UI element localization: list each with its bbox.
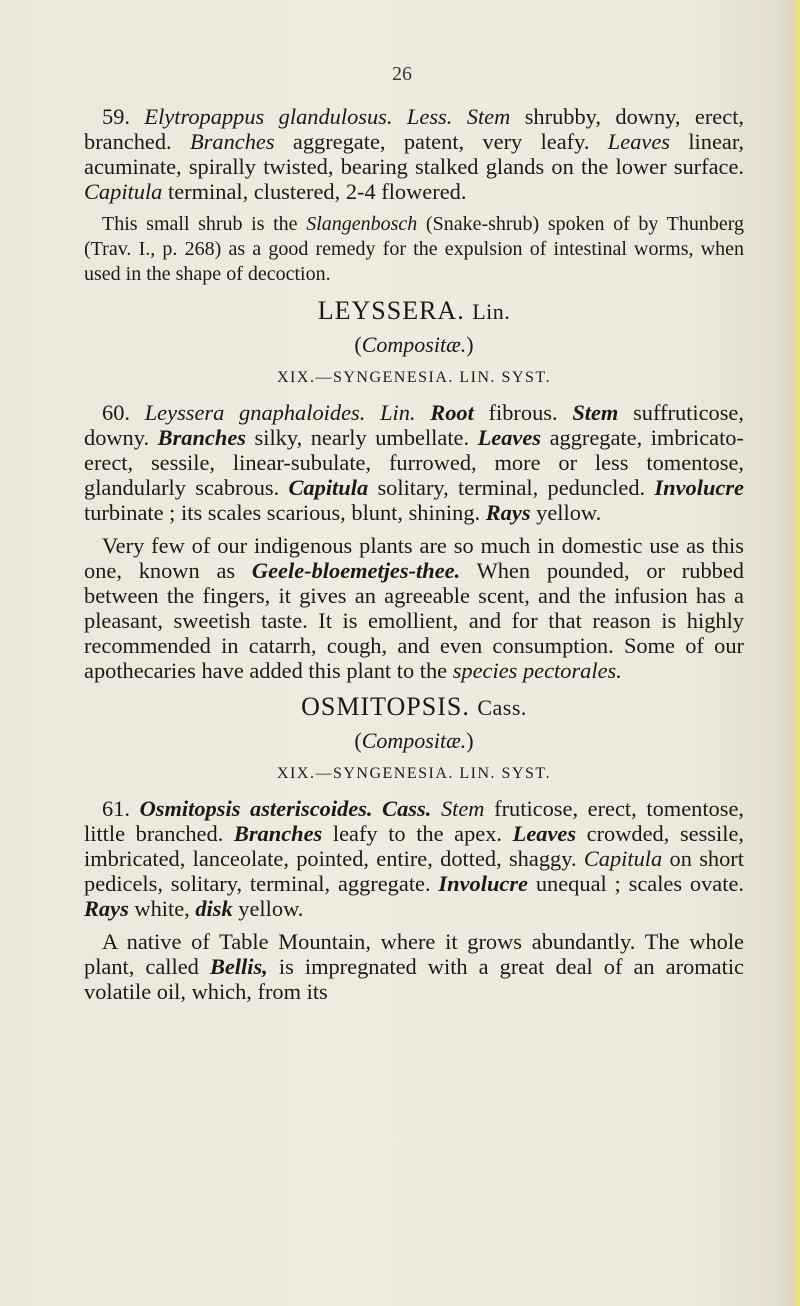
page-text (84, 104, 744, 1012)
species-name: Leyssera gnaphaloides. (144, 400, 366, 425)
family-label: (Compositæ.) (354, 332, 474, 357)
keyword-root: Root (430, 400, 474, 425)
description-text: unequal ; scales ovate. (535, 871, 744, 896)
keyword-involucre: Involucre (654, 475, 744, 500)
keyword-leaves: Leaves (512, 821, 577, 846)
species-name: Elytropappus glandulosus. (144, 104, 393, 129)
note-text: (Snake-shrub) spoken of by Thunberg (Trav. I., p. 268) as a good remedy for the expulsion of intestinal worms, when used in the shape of decoction. (84, 213, 745, 285)
description-text: silky, nearly umbellate. (254, 425, 470, 450)
entry-61 (84, 796, 744, 921)
keyword-capitula: Capitula (84, 179, 163, 204)
note-text: Very few of our indigenous plants are so much in domestic use as this one, known as (84, 533, 744, 583)
genus-authority: Lin. (472, 299, 511, 324)
species-authority: Cass. (382, 796, 432, 821)
description-text: white, (134, 896, 190, 921)
keyword-leaves: Leaves (607, 129, 670, 154)
genus-authority: Cass. (477, 695, 527, 720)
page-number: 26 (392, 63, 412, 85)
keyword-rays: Rays (485, 500, 531, 525)
note-60 (84, 533, 744, 683)
keyword-leaves: Leaves (477, 425, 542, 450)
vernacular-name: Geele-bloemetjes-thee. (251, 558, 461, 583)
entry-number: 61. (102, 796, 130, 821)
pharmacy-term: species pectorales. (452, 658, 622, 683)
note-text: A native of Table Mountain, where it grows abundantly. The whole plant, called (84, 929, 744, 979)
description-text: leafy to the apex. (332, 821, 503, 846)
system-label: XIX.—SYNGENESIA. LIN. SYST. (277, 369, 551, 386)
keyword-stem: Stem (572, 400, 619, 425)
genus-name: OSMITOPSIS. (301, 692, 470, 721)
family-label: (Compositæ.) (354, 728, 474, 753)
vernacular-name: Slangenbosch (306, 213, 418, 235)
keyword-capitula: Capitula (583, 846, 663, 871)
keyword-branches: Branches (233, 821, 323, 846)
species-name: Osmitopsis asteriscoides. (139, 796, 373, 821)
description-text: solitary, terminal, peduncled. (377, 475, 646, 500)
keyword-stem: Stem (440, 796, 485, 821)
genus-name: LEYSSERA. (317, 296, 465, 325)
entry-number: 60. (102, 400, 130, 425)
species-authority: Less. (406, 104, 453, 129)
note-text: is impregnated with a great deal of an aromatic volatile oil, which, from its (84, 954, 744, 1004)
note-61 (84, 929, 744, 1004)
entry-number: 59. (102, 104, 130, 129)
description-text: fruticose, erect, tomentose, little branched. (84, 796, 744, 846)
description-text: turbinate ; its scales scarious, blunt, shining. (84, 500, 481, 525)
entry-59 (84, 104, 744, 204)
description-text: yellow. (536, 500, 602, 525)
description-text: aggregate, imbricato-erect, sessile, linear-subulate, furrowed, more or less tomentose, glandularly scabrous. (84, 425, 744, 500)
keyword-involucre: Involucre (438, 871, 528, 896)
keyword-capitula: Capitula (288, 475, 369, 500)
note-59 (84, 212, 744, 287)
entry-60 (84, 400, 744, 525)
description-text: linear, acuminate, spirally twisted, bearing stalked glands on the lower surface. (84, 129, 744, 179)
family-name: Compositæ. (361, 332, 467, 357)
keyword-branches: Branches (189, 129, 275, 154)
description-text: terminal, clustered, 2-4 flowered. (168, 179, 467, 204)
note-text: This small shrub is the (102, 213, 298, 235)
description-text: aggregate, patent, very leafy. (292, 129, 590, 154)
description-text: crowded, sessile, imbricated, lanceolate, pointed, entire, dotted, shaggy. (84, 821, 744, 871)
description-text: suffruticose, downy. (84, 400, 744, 450)
keyword-stem: Stem (466, 104, 511, 129)
description-text: shrubby, downy, erect, branched. (84, 104, 745, 154)
vernacular-name: Bellis, (209, 954, 268, 979)
genus-heading-osmitopsis (84, 694, 744, 720)
note-text: When pounded, or rubbed between the fingers, it gives an agreeable scent, and the infusion has a pleasant, sweetish taste. It is emollient, and for that reason is highly recommended in catarrh, cough, and even consumption. Some of our apothecaries have added this plant to the (84, 558, 744, 683)
description-text: yellow. (238, 896, 304, 921)
description-text: on short pedicels, solitary, terminal, aggregate. (84, 846, 744, 896)
genus-heading-leyssera (84, 298, 744, 324)
family-name: Compositæ. (361, 728, 467, 753)
description-text: fibrous. (488, 400, 558, 425)
keyword-disk: disk (195, 896, 233, 921)
keyword-rays: Rays (84, 896, 129, 921)
keyword-branches: Branches (157, 425, 246, 450)
species-authority: Lin. (380, 400, 416, 425)
page-edge (790, 0, 800, 1306)
system-label: XIX.—SYNGENESIA. LIN. SYST. (277, 765, 551, 782)
